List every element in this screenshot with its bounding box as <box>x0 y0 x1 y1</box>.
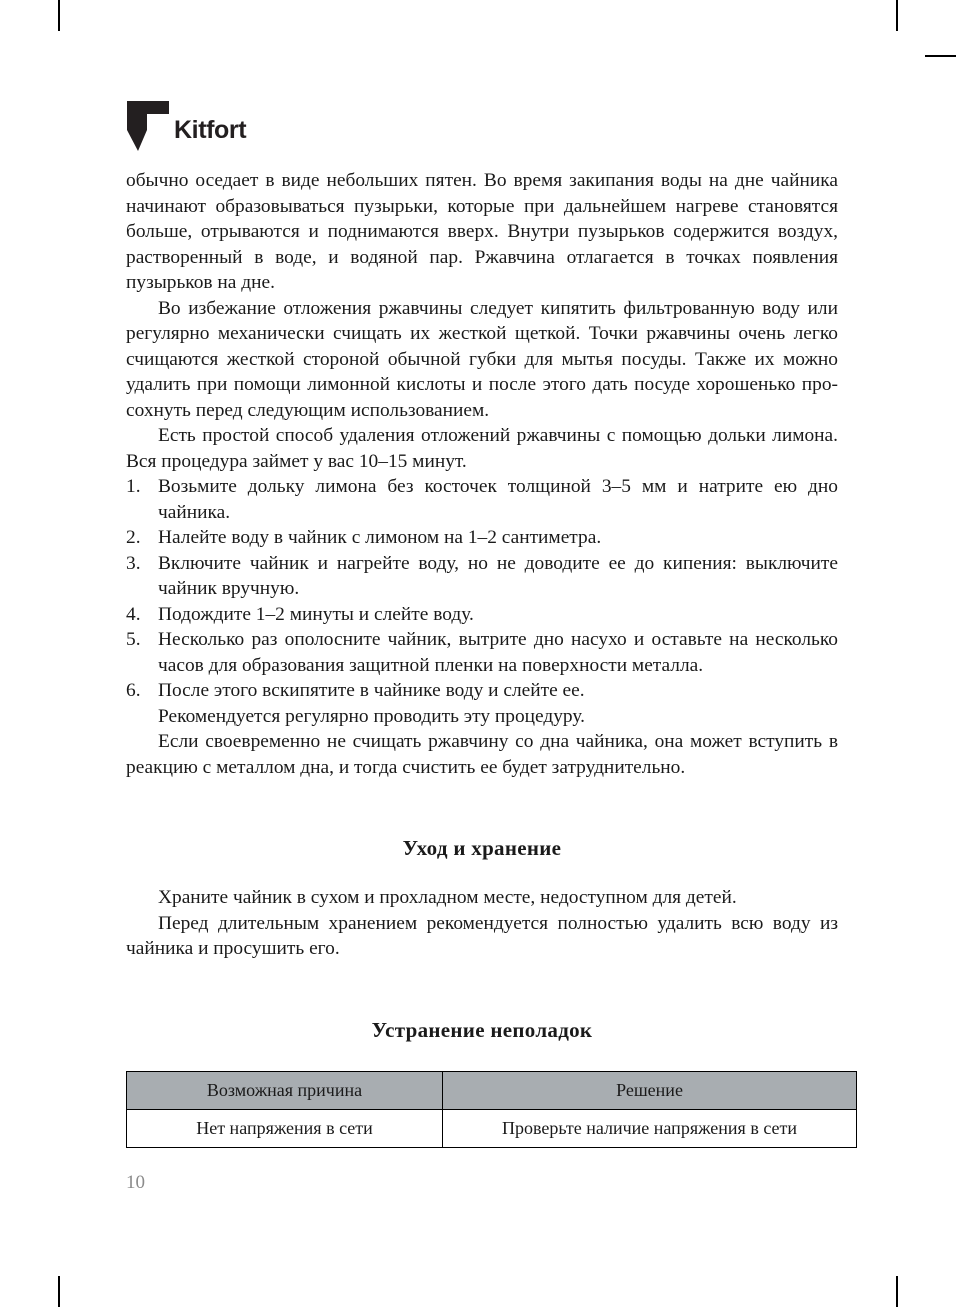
list-item-number: 6. <box>126 680 141 701</box>
crop-mark-right-top <box>925 55 956 57</box>
list-item <box>126 627 838 678</box>
list-item <box>126 678 838 704</box>
table-body <box>127 1109 857 1147</box>
kitfort-flag-logo-icon <box>126 100 170 152</box>
list-item-text: Несколько раз ополосните чайник, вытрите дно насухо и оставьте на несколько часов для образования защитной пленки на поверхности металла. <box>158 629 838 676</box>
table-cell-solution: Проверьте наличие напряжения в сети <box>443 1109 857 1147</box>
list-item-number: 5. <box>126 629 141 650</box>
list-item-text: После этого вскипятите в чайнике воду и слейте ее. <box>158 680 585 701</box>
paragraph-rust-warning: Если своевременно не счищать ржавчину со дна чайника, она может вступить в реакцию с металлом дна, и тогда счистить ее будет затруднительно. <box>126 731 838 778</box>
crop-mark-top-right <box>896 0 898 31</box>
list-item-number: 1. <box>126 476 141 497</box>
list-item <box>126 525 838 551</box>
troubleshooting-table <box>126 1071 857 1148</box>
document-body <box>126 168 838 1148</box>
list-item <box>126 474 838 525</box>
list-item-text: Налейте воду в чайник с лимоном на 1–2 сантиметра. <box>158 527 602 548</box>
list-item-number: 3. <box>126 552 141 574</box>
paragraph-long-term-storage: Перед длительным хранением рекомендуется полностью удалить всю воду из чайника и просушить его. <box>126 912 838 959</box>
brand-logo <box>126 100 386 152</box>
list-item <box>126 551 838 602</box>
table-header-solution: Решение <box>443 1071 857 1109</box>
paragraph-lemon-method-intro: Есть простой способ удаления отложений ржавчины с помощью дольки лимона. Вся процедура займет у вас 10–15 минут. <box>126 425 838 472</box>
list-item-text: Подождите 1–2 минуты и слейте воду. <box>158 603 474 625</box>
paragraph-rust-deposits: обычно оседает в виде небольших пятен. Во время закипания воды на дне чайника начинают образовываться пузырьки, которые при дальнейшем нагреве становятся больше, отрываются и поднимаются вверх. Внутри пузырьков содержится воздух, растворенный в воде, и водяной пар. Ржавчина отлагается в точках появления пузырьков на дне. <box>126 170 838 293</box>
list-item <box>126 602 838 628</box>
paragraph-prevent-rust: Во избежание отложения ржавчины следует кипятить фильтрованную воду или регулярно механически счищать их жесткой щеткой. Точки ржавчины очень легко счищаются жесткой стороной обычной губки для мытья посуды. Также их можно удалить при помощи лимонной кислоты и после этого дать посуде хорошенько просохнуть перед следующим использованием. <box>126 297 838 421</box>
list-item-number: 4. <box>126 603 141 625</box>
list-item-number: 2. <box>126 527 141 548</box>
table-header <box>127 1071 857 1109</box>
table-cell-cause: Нет напряжения в сети <box>127 1109 443 1147</box>
heading-care-and-storage: Уход и хранение <box>402 836 562 860</box>
crop-mark-top-left <box>58 0 60 31</box>
table-header-row <box>127 1071 857 1109</box>
list-item-text: Включите чайник и нагрейте воду, но не доводите ее до кипения: выключите чайник вручную. <box>158 552 838 599</box>
crop-mark-bottom-left <box>58 1276 60 1307</box>
table-row <box>127 1109 857 1147</box>
list-item-text: Возьмите дольку лимона без косточек толщиной 3–5 мм и натрите ею дно чайника. <box>158 476 838 523</box>
heading-troubleshooting: Устранение неполадок <box>371 1017 593 1042</box>
paragraph-store-dry-place: Храните чайник в сухом и прохладном месте, недоступном для детей. <box>158 887 737 908</box>
brand-name: Kitfort <box>174 116 247 144</box>
crop-mark-bottom-right <box>896 1276 898 1307</box>
page-number: 10 <box>126 1172 145 1193</box>
table-header-cause: Возможная причина <box>127 1071 443 1109</box>
paragraph-recommendation: Рекомендуется регулярно проводить эту процедуру. <box>158 705 585 727</box>
lemon-procedure-list <box>126 474 838 704</box>
